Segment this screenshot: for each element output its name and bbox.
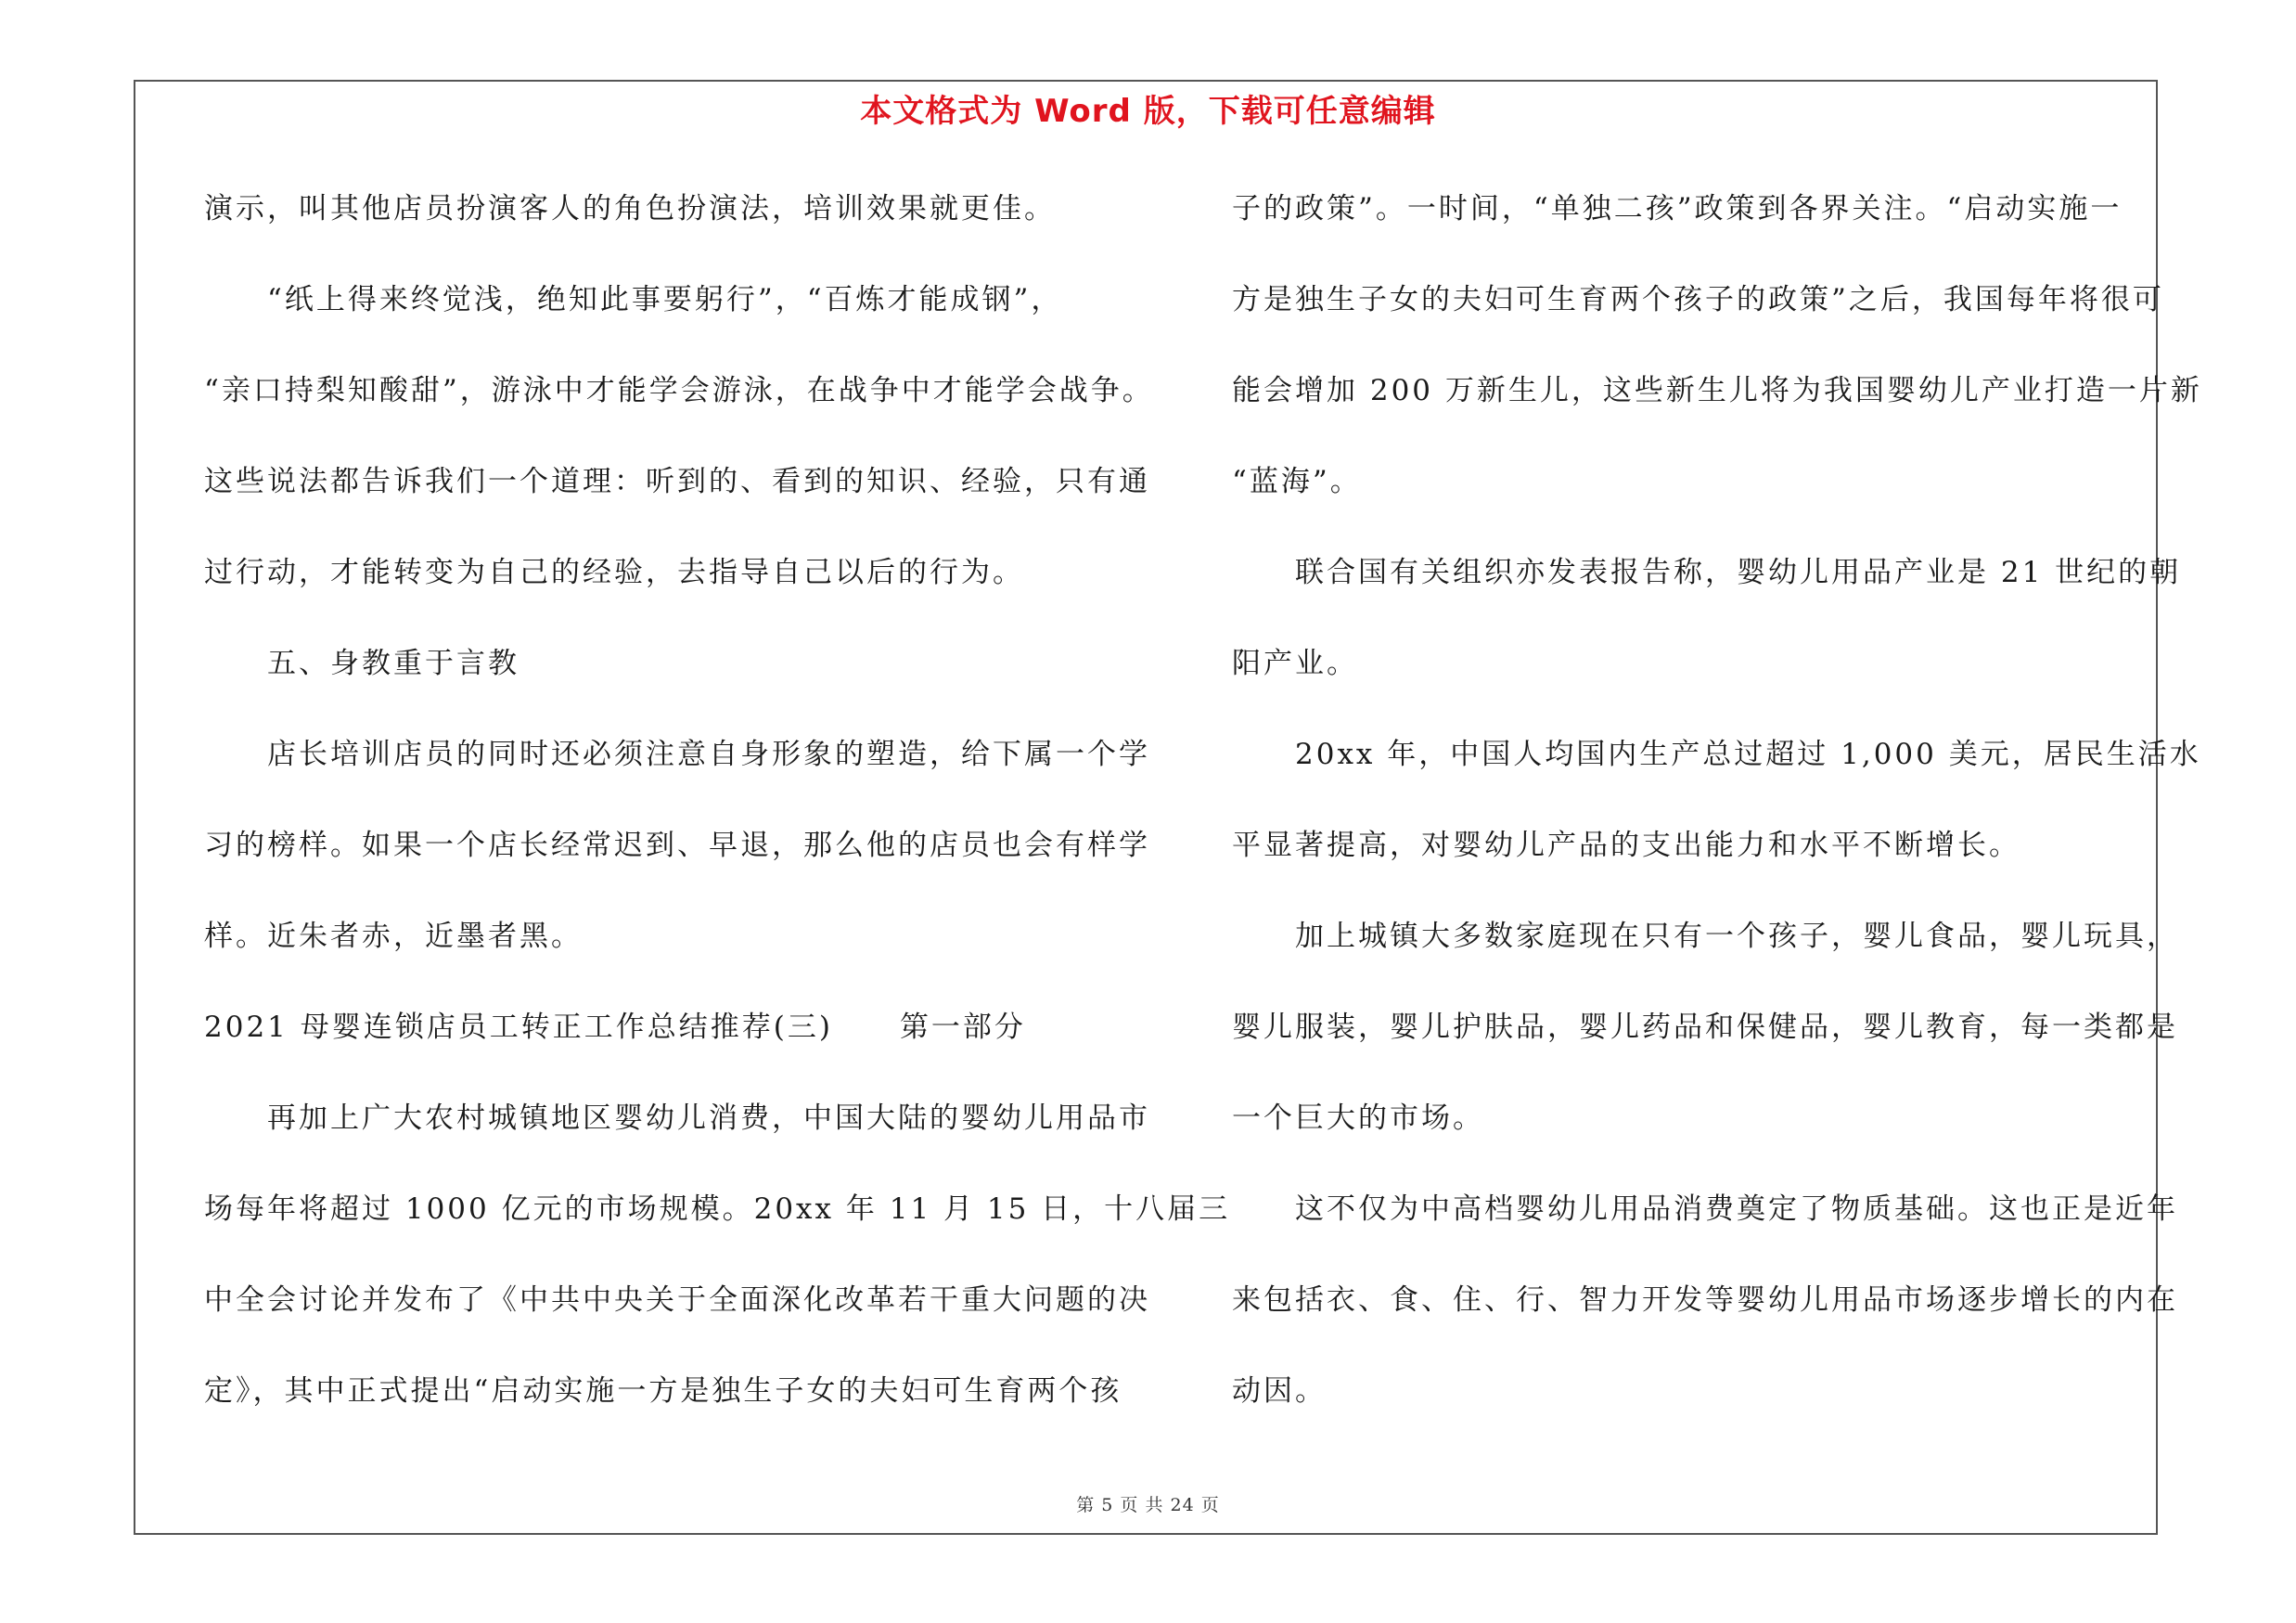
paragraph-line: 一个巨大的市场。 [1232, 1101, 1484, 1135]
paragraph-line: 子的政策”。一时间，“单独二孩”政策到各界关注。“启动实施一 [1232, 192, 2123, 225]
paragraph-line: 过行动，才能转变为自己的经验，去指导自己以后的行为。 [204, 556, 1024, 589]
paragraph-line: “蓝海”。 [1232, 465, 1362, 498]
paragraph-line: 店长培训店员的同时还必须注意自身形象的塑造，给下属一个学 [267, 738, 1150, 771]
paragraph-line: 再加上广大农村城镇地区婴幼儿消费，中国大陆的婴幼儿用品市 [267, 1101, 1150, 1135]
paragraph-line: 来包括衣、食、住、行、智力开发等婴幼儿用品市场逐步增长的内在 [1232, 1283, 2178, 1317]
right-text-column [1232, 181, 2202, 1454]
section-heading: 五、身教重于言教 [267, 647, 519, 680]
paragraph-line: 动因。 [1232, 1374, 1327, 1408]
paragraph-line: 这些说法都告诉我们一个道理：听到的、看到的知识、经验，只有通 [204, 465, 1150, 498]
paragraph-line: 20xx 年，中国人均国内生产总过超过 1,000 美元，居民生活水 [1295, 738, 2201, 771]
paragraph-line: 这不仅为中高档婴幼儿用品消费奠定了物质基础。这也正是近年 [1295, 1192, 2178, 1226]
page-number-footer: 第 5 页 共 24 页 [1076, 1495, 1220, 1515]
paragraph-line: 能会增加 200 万新生儿，这些新生儿将为我国婴幼儿产业打造一片新 [1232, 374, 2202, 407]
paragraph-line: 演示，叫其他店员扮演客人的角色扮演法，培训效果就更佳。 [204, 192, 1056, 225]
paragraph-line: 联合国有关组织亦发表报告称，婴幼儿用品产业是 21 世纪的朝 [1295, 556, 2182, 589]
document-subtitle [204, 999, 1132, 1090]
paragraph-line: 平显著提高，对婴幼儿产品的支出能力和水平不断增长。 [1232, 829, 2020, 862]
paragraph-line: “纸上得来终觉浅，绝知此事要躬行”，“百炼才能成钢”， [267, 283, 1063, 316]
left-text-column [204, 181, 1231, 1454]
paragraph-line: “亲口持梨知酸甜”，游泳中才能学会游泳，在战争中才能学会战争。 [204, 374, 1154, 407]
subtitle-text: 2021 母婴连锁店员工转正工作总结推荐(三) [204, 1011, 833, 1044]
paragraph-line: 样。近朱者赤，近墨者黑。 [204, 920, 583, 953]
paragraph-line: 场每年将超过 1000 亿元的市场规模。20xx 年 11 月 15 日，十八届三 [204, 1192, 1231, 1226]
paragraph-line: 加上城镇大多数家庭现在只有一个孩子，婴儿食品，婴儿玩具， [1295, 920, 2178, 953]
paragraph-line: 阳产业。 [1232, 647, 1358, 680]
paragraph-line: 中全会讨论并发布了《中共中央关于全面深化改革若干重大问题的决 [204, 1283, 1150, 1317]
subtitle-part-label: 第一部分 [899, 1011, 1026, 1044]
paragraph-line: 习的榜样。如果一个店长经常迟到、早退，那么他的店员也会有样学 [204, 829, 1150, 862]
paragraph-line: 方是独生子女的夫妇可生育两个孩子的政策”之后，我国每年将很可 [1232, 283, 2164, 316]
paragraph-line: 婴儿服装，婴儿护肤品，婴儿药品和保健品，婴儿教育，每一类都是 [1232, 1011, 2178, 1044]
editable-format-banner: 本文格式为 Word 版，下载可任意编辑 [860, 93, 1436, 130]
paragraph-line: 定》，其中正式提出“启动实施一方是独生子女的夫妇可生育两个孩 [204, 1374, 1122, 1408]
